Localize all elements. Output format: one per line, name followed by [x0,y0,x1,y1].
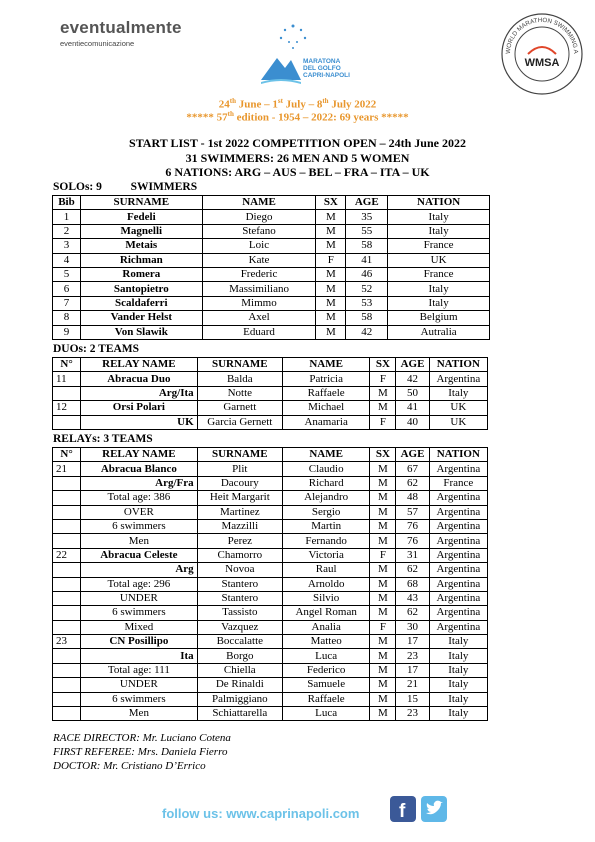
edition-line: ***** 57th edition - 1954 – 2022: 69 years ***** [186,110,409,124]
facebook-icon[interactable] [390,796,416,822]
solo-cell: Kate [202,253,316,267]
relay-cell: Claudio [282,462,369,476]
solo-cell: M [316,267,346,281]
eventualmente-logo [60,18,190,48]
duo-cell: UK [81,415,198,429]
relay-row [53,577,488,591]
relay-cell: Martin [282,519,369,533]
relay-cell: 62 [396,563,429,577]
relay-cell: M [370,462,396,476]
duo-cell: 41 [396,401,429,415]
solos-header-row [53,196,490,210]
relay-row [53,707,488,721]
solo-cell: France [388,267,490,281]
twitter-icon[interactable] [421,796,447,822]
solo-cell: Vander Helst [80,311,202,325]
relay-cell: 17 [396,635,429,649]
wmsa-ring-text: WORLD MARATHON SWIMMING A [504,16,580,55]
duo-cell: M [370,401,396,415]
solo-cell: 58 [346,311,388,325]
duo-cell: Orsi Polari [81,401,198,415]
relay-cell: Abracua Celeste [81,548,198,562]
relay-cell: M [370,707,396,721]
officials [53,731,231,773]
relay-cell: Italy [429,678,487,692]
relay-cell: CN Posillipo [81,635,198,649]
relay-row [53,620,488,634]
relay-cell [53,591,81,605]
relay-cell: M [370,491,396,505]
solo-cell: UK [388,253,490,267]
solo-cell: M [316,296,346,310]
relay-cell: Men [81,707,198,721]
relay-cell: Victoria [282,548,369,562]
relay-cell: Heit Margarit [197,491,282,505]
relay-cell: Italy [429,707,487,721]
solo-header-cell: SX [316,196,346,210]
relay-cell: 62 [396,476,429,490]
relay-cell: 23 [396,649,429,663]
relay-cell: Luca [282,649,369,663]
duos-table [52,357,488,430]
duo-cell: Argentina [429,372,487,386]
relay-row [53,491,488,505]
relay-cell: 22 [53,548,81,562]
solo-cell: Metais [80,239,202,253]
duos-title: DUOs: 2 TEAMS [53,343,140,355]
relay-cell: 23 [53,635,81,649]
relay-header-cell: NAME [282,448,369,462]
solo-row [53,296,490,310]
relay-cell: M [370,563,396,577]
wmsa-logo [500,12,585,97]
relay-cell: 6 swimmers [81,692,198,706]
relay-cell: Argentina [429,620,487,634]
relay-cell: Abracua Blanco [81,462,198,476]
duo-row [53,372,488,386]
relay-cell [53,563,81,577]
relay-cell: Perez [197,534,282,548]
relay-cell: Silvio [282,591,369,605]
solo-cell: 3 [53,239,81,253]
heading-line2: 31 SWIMMERS: 26 MEN AND 5 WOMEN [185,150,410,165]
relay-cell: 68 [396,577,429,591]
maratona-line1: MARATONA [303,58,341,65]
solo-cell: 55 [346,224,388,238]
duo-cell: Garnett [197,401,282,415]
relay-cell: Arnoldo [282,577,369,591]
relay-cell: Ita [81,649,198,663]
relay-cell [53,692,81,706]
relay-cell: Total age: 386 [81,491,198,505]
relay-cell: Argentina [429,462,487,476]
relay-row [53,548,488,562]
relay-cell: Samuele [282,678,369,692]
relay-cell: 6 swimmers [81,519,198,533]
solo-cell: Mimmo [202,296,316,310]
duo-header-cell: N° [53,358,81,372]
relay-cell: 62 [396,606,429,620]
solo-header-cell: AGE [346,196,388,210]
relay-cell: Angel Roman [282,606,369,620]
relay-cell: Mazzilli [197,519,282,533]
follow-us-link[interactable]: follow us: www.caprinapoli.com [162,806,360,821]
solo-header-cell: NAME [202,196,316,210]
solo-cell: Richman [80,253,202,267]
duo-cell: Balda [197,372,282,386]
relay-cell [53,649,81,663]
duo-row [53,386,488,400]
duo-cell: Garcia Gernett [197,415,282,429]
duo-cell: M [370,386,396,400]
duo-cell [53,386,81,400]
solo-cell: Santopietro [80,282,202,296]
wmsa-mark: WMSA [524,57,560,69]
relay-cell: Italy [429,635,487,649]
relay-cell: Chiella [197,663,282,677]
solos-title: SOLOs: 9 SWIMMERS [53,181,198,193]
relay-cell: Fernando [282,534,369,548]
solo-cell: 8 [53,311,81,325]
solo-cell: 46 [346,267,388,281]
solo-cell: 1 [53,210,81,224]
relay-cell: 76 [396,519,429,533]
solo-cell: Eduard [202,325,316,339]
relay-cell: M [370,663,396,677]
solo-cell: 58 [346,239,388,253]
relay-cell: 21 [53,462,81,476]
duo-cell [53,415,81,429]
relay-cell [53,476,81,490]
relay-cell: F [370,548,396,562]
start-list-heading [0,136,595,180]
solo-cell: Magnelli [80,224,202,238]
relay-cell: Matteo [282,635,369,649]
solo-header-cell: SURNAME [80,196,202,210]
duo-cell: UK [429,401,487,415]
solo-cell: 35 [346,210,388,224]
solo-row [53,239,490,253]
solo-cell: 52 [346,282,388,296]
solo-cell: 6 [53,282,81,296]
relay-cell: Italy [429,663,487,677]
solo-cell: Stefano [202,224,316,238]
relay-cell [53,534,81,548]
duo-cell: 50 [396,386,429,400]
relay-cell: OVER [81,505,198,519]
relay-row [53,606,488,620]
duos-header-row [53,358,488,372]
solos-table [52,195,490,340]
relay-cell: Schiattarella [197,707,282,721]
duo-cell: Michael [282,401,369,415]
relay-cell: Borgo [197,649,282,663]
relay-cell: Total age: 111 [81,663,198,677]
duo-cell: 11 [53,372,81,386]
relay-cell: Argentina [429,548,487,562]
solo-cell: 5 [53,267,81,281]
relay-cell: 17 [396,663,429,677]
svg-text:WORLD MARATHON SWIMMING ASSOCI [500,12,579,55]
relay-cell: M [370,678,396,692]
relay-cell: Sergio [282,505,369,519]
solo-cell: 9 [53,325,81,339]
relay-cell [53,663,81,677]
relay-cell [53,491,81,505]
duo-cell: Patricia [282,372,369,386]
relay-header-cell: NATION [429,448,487,462]
relay-cell: Chamorro [197,548,282,562]
relay-cell: Argentina [429,563,487,577]
relay-cell: 67 [396,462,429,476]
relay-cell [53,678,81,692]
duo-header-cell: NATION [429,358,487,372]
relay-cell [53,707,81,721]
relays-table [52,447,488,721]
solo-header-cell: Bib [53,196,81,210]
relay-cell: Argentina [429,606,487,620]
logo-brand-text: eventualmente [60,18,182,37]
relay-header-cell: SX [370,448,396,462]
relay-cell: M [370,635,396,649]
logo-brand-subtext: eventiecomunicazione [60,39,135,48]
relay-cell: Argentina [429,534,487,548]
solo-cell: M [316,311,346,325]
duo-header-cell: NAME [282,358,369,372]
relay-cell: Analia [282,620,369,634]
wmsa-seal-icon [500,12,585,97]
duo-cell: Raffaele [282,386,369,400]
relay-row [53,462,488,476]
relay-cell: M [370,591,396,605]
relay-header-cell: AGE [396,448,429,462]
relay-row [53,505,488,519]
heading-line3: 6 NATIONS: ARG – AUS – BEL – FRA – ITA – UK [165,165,430,179]
solo-row [53,325,490,339]
duo-cell: F [370,372,396,386]
relay-cell: M [370,505,396,519]
solo-row [53,267,490,281]
duo-header-cell: SX [370,358,396,372]
solo-cell: Romera [80,267,202,281]
solo-cell: 4 [53,253,81,267]
duo-cell: UK [429,415,487,429]
relay-row [53,591,488,605]
solo-header-cell: NATION [388,196,490,210]
relay-cell: Luca [282,707,369,721]
solo-cell: Italy [388,296,490,310]
relay-cell: Arg [81,563,198,577]
relay-row [53,692,488,706]
relay-cell: 48 [396,491,429,505]
solo-cell: M [316,239,346,253]
relay-cell: M [370,534,396,548]
solo-cell: Fedeli [80,210,202,224]
relay-row [53,678,488,692]
duo-cell: Abracua Duo [81,372,198,386]
solo-cell: Von Slawik [80,325,202,339]
solo-cell: Diego [202,210,316,224]
duo-row [53,401,488,415]
relay-cell: Arg/Fra [81,476,198,490]
svg-text:f: f [399,801,406,822]
solo-row [53,224,490,238]
relay-row [53,519,488,533]
relay-cell: 57 [396,505,429,519]
relay-header-cell: N° [53,448,81,462]
relay-cell: Total age: 296 [81,577,198,591]
solo-cell: Italy [388,224,490,238]
relay-cell: M [370,649,396,663]
solo-cell: M [316,224,346,238]
relay-cell: 6 swimmers [81,606,198,620]
solo-row [53,311,490,325]
duo-header-cell: RELAY NAME [81,358,198,372]
relay-row [53,663,488,677]
relay-cell: UNDER [81,591,198,605]
duo-cell: Anamaria [282,415,369,429]
relay-cell: 76 [396,534,429,548]
solo-cell: 2 [53,224,81,238]
solo-cell: Loic [202,239,316,253]
solo-row [53,253,490,267]
solo-cell: Massimiliano [202,282,316,296]
relay-cell: Novoa [197,563,282,577]
solo-cell: Italy [388,282,490,296]
maratona-emblem-icon [255,20,355,92]
relay-row [53,649,488,663]
relay-cell: 21 [396,678,429,692]
solo-cell: 7 [53,296,81,310]
relay-cell: Men [81,534,198,548]
solo-cell: M [316,210,346,224]
relay-cell: M [370,476,396,490]
relay-cell: Palmiggiano [197,692,282,706]
relay-cell: Mixed [81,620,198,634]
relay-cell: Martinez [197,505,282,519]
relay-cell: France [429,476,487,490]
relay-cell: Argentina [429,591,487,605]
maratona-logo-text [303,58,350,79]
solo-cell: 42 [346,325,388,339]
relay-cell: 43 [396,591,429,605]
relay-header-cell: RELAY NAME [81,448,198,462]
relay-row [53,635,488,649]
solo-cell: Scaldaferri [80,296,202,310]
duo-cell: F [370,415,396,429]
race-director: RACE DIRECTOR: Mr. Luciano Cotena [53,732,231,744]
solo-cell: 41 [346,253,388,267]
solo-cell: 53 [346,296,388,310]
solo-cell: M [316,325,346,339]
relay-row [53,534,488,548]
maratona-line3: CAPRI-NAPOLI [303,72,350,79]
solo-cell: Frederic [202,267,316,281]
maratona-line2: DEL GOLFO [303,65,341,72]
first-referee: FIRST REFEREE: Mrs. Daniela Fierro [53,746,228,758]
relay-cell: Raffaele [282,692,369,706]
relay-cell: 31 [396,548,429,562]
duo-row [53,415,488,429]
relay-cell: M [370,606,396,620]
duo-cell: 40 [396,415,429,429]
solo-cell: Belgium [388,311,490,325]
relay-cell: F [370,620,396,634]
relay-cell: Vazquez [197,620,282,634]
relays-header-row [53,448,488,462]
relay-cell: Argentina [429,577,487,591]
relay-cell: Federico [282,663,369,677]
relay-cell: 15 [396,692,429,706]
relay-cell [53,606,81,620]
relay-cell: Argentina [429,491,487,505]
duo-cell: Notte [197,386,282,400]
duo-cell: 12 [53,401,81,415]
relay-cell: Stantero [197,591,282,605]
event-dates: 24th June – 1st July – 8th July 2022 [218,97,377,111]
doctor: DOCTOR: Mr. Cristiano D’Errico [53,760,206,772]
relay-cell: Stantero [197,577,282,591]
relay-cell: Plit [197,462,282,476]
duo-header-cell: SURNAME [197,358,282,372]
solo-row [53,282,490,296]
solo-cell: Italy [388,210,490,224]
relay-cell: Richard [282,476,369,490]
relay-cell: Argentina [429,519,487,533]
relays-title: RELAYs: 3 TEAMS [53,433,153,445]
relay-cell: Boccalatte [197,635,282,649]
solo-cell: Axel [202,311,316,325]
relay-cell: Raul [282,563,369,577]
solo-cell: M [316,282,346,296]
relay-cell: M [370,577,396,591]
relay-cell: Argentina [429,505,487,519]
heading-line1: START LIST - 1st 2022 COMPETITION OPEN – 24th June 2022 [129,136,466,150]
relay-row [53,563,488,577]
duo-cell: Italy [429,386,487,400]
solo-cell: France [388,239,490,253]
relay-cell: Tassisto [197,606,282,620]
relay-cell: 30 [396,620,429,634]
relay-cell: M [370,692,396,706]
relay-cell [53,577,81,591]
duo-cell: Arg/Ita [81,386,198,400]
relay-cell: Italy [429,649,487,663]
solo-cell: Autralia [388,325,490,339]
relay-cell: 23 [396,707,429,721]
relay-header-cell: SURNAME [197,448,282,462]
duo-header-cell: AGE [396,358,429,372]
solo-row [53,210,490,224]
relay-cell: Italy [429,692,487,706]
relay-cell [53,519,81,533]
relay-cell: Alejandro [282,491,369,505]
relay-cell [53,505,81,519]
relay-cell [53,620,81,634]
relay-row [53,476,488,490]
relay-cell: UNDER [81,678,198,692]
solo-cell: F [316,253,346,267]
relay-cell: Dacoury [197,476,282,490]
relay-cell: De Rinaldi [197,678,282,692]
duo-cell: 42 [396,372,429,386]
maratona-logo [255,20,355,92]
relay-cell: M [370,519,396,533]
